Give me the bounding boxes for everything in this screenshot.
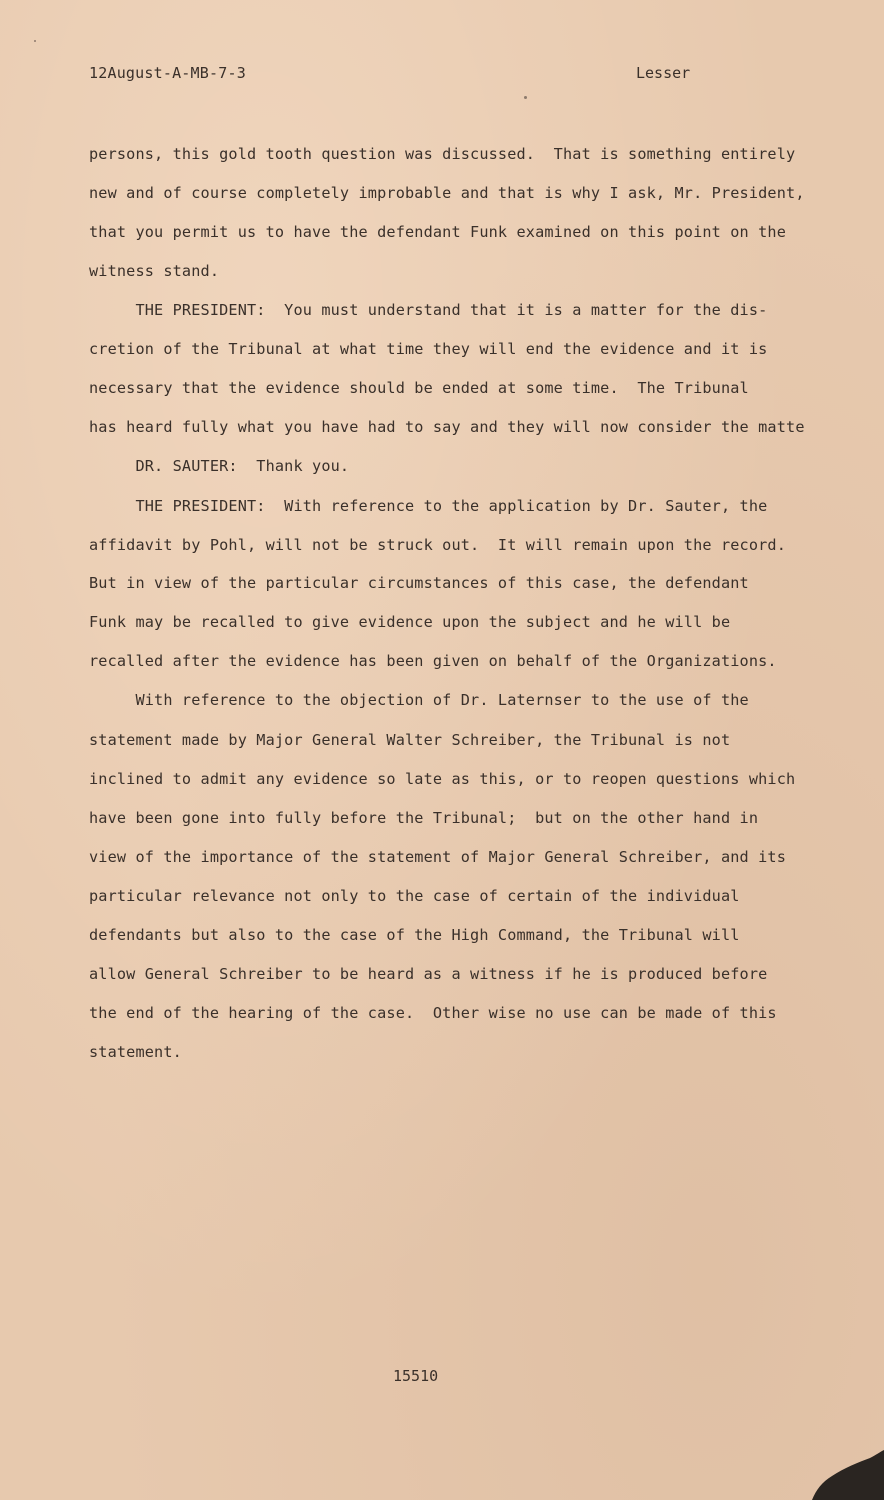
torn-corner bbox=[804, 1450, 884, 1500]
body-line: statement made by Major General Walter Schreiber, the Tribunal is not bbox=[89, 731, 731, 749]
body-line: new and of course completely improbable and that is why I ask, Mr. President, bbox=[89, 184, 805, 202]
body-line: cretion of the Tribunal at what time they will end the evidence and it is bbox=[89, 340, 768, 358]
body-line: statement. bbox=[89, 1043, 182, 1061]
body-line: persons, this gold tooth question was discussed. That is something entirely bbox=[89, 145, 796, 163]
body-line: With reference to the objection of Dr. Laternser to the use of the bbox=[89, 691, 749, 709]
body-line: recalled after the evidence has been given on behalf of the Organizations. bbox=[89, 652, 777, 670]
body-line: Funk may be recalled to give evidence upon the subject and he will be bbox=[89, 613, 731, 631]
body-line: But in view of the particular circumstances of this case, the defendant bbox=[89, 574, 749, 592]
body-line: particular relevance not only to the case of certain of the individual bbox=[89, 887, 740, 905]
body-line: has heard fully what you have had to say and they will now consider the matte bbox=[89, 418, 805, 436]
body-line: witness stand. bbox=[89, 262, 220, 280]
body-line: that you permit us to have the defendant Funk examined on this point on the bbox=[89, 223, 787, 241]
body-line: defendants but also to the case of the High Command, the Tribunal will bbox=[89, 926, 740, 944]
document-reference: 12August-A-MB-7-3 bbox=[89, 64, 246, 82]
body-line: have been gone into fully before the Tribunal; but on the other hand in bbox=[89, 809, 759, 827]
body-line: view of the importance of the statement of Major General Schreiber, and its bbox=[89, 848, 787, 866]
body-line: inclined to admit any evidence so late as this, or to reopen questions which bbox=[89, 770, 796, 788]
body-line: affidavit by Pohl, will not be struck out. It will remain upon the record. bbox=[89, 536, 787, 554]
body-line: necessary that the evidence should be ended at some time. The Tribunal bbox=[89, 379, 749, 397]
paper-speck bbox=[524, 96, 527, 99]
reporter-name: Lesser bbox=[636, 64, 691, 82]
body-line: allow General Schreiber to be heard as a witness if he is produced before bbox=[89, 965, 768, 983]
page-number: 15510 bbox=[393, 1367, 439, 1385]
body-line: the end of the hearing of the case. Other wise no use can be made of this bbox=[89, 1004, 777, 1022]
body-line: THE PRESIDENT: You must understand that it is a matter for the dis- bbox=[89, 301, 768, 319]
body-line: THE PRESIDENT: With reference to the application by Dr. Sauter, the bbox=[89, 497, 768, 515]
body-line: DR. SAUTER: Thank you. bbox=[89, 457, 350, 475]
paper-speck bbox=[34, 40, 36, 42]
